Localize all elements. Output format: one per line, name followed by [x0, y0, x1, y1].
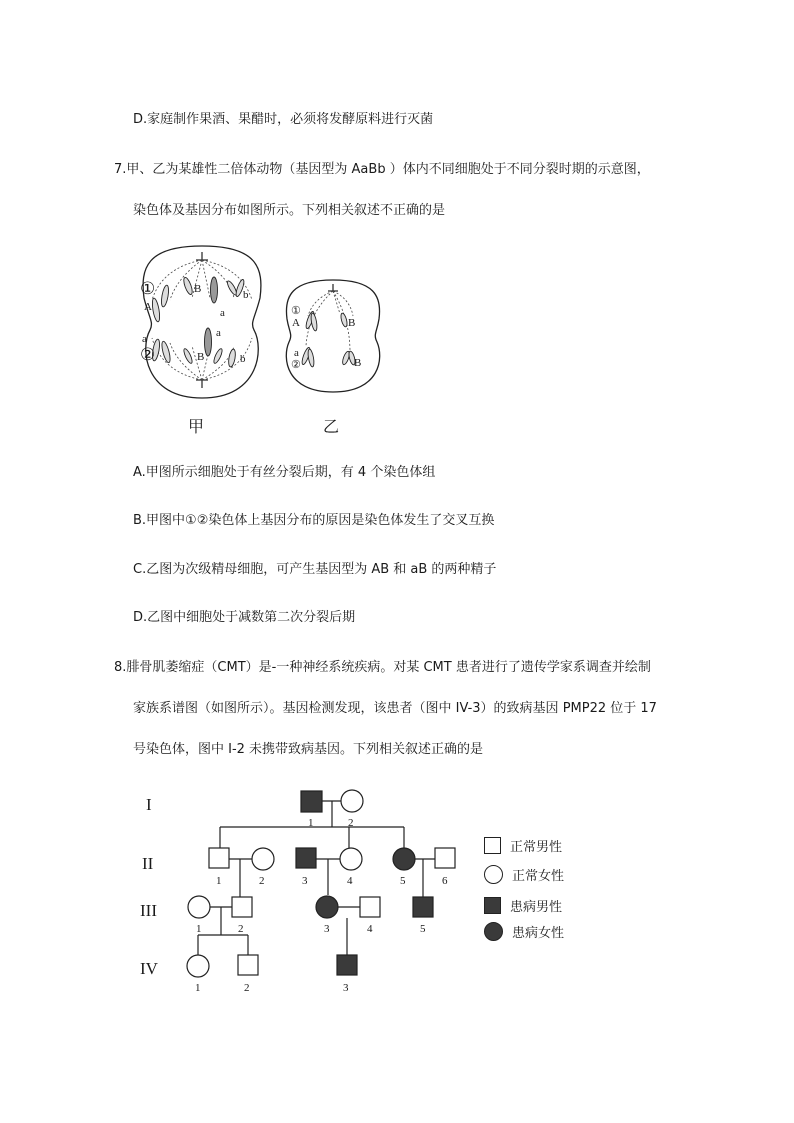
mark-2: ② — [291, 359, 301, 371]
legend-normal-male: 正常男性 — [484, 836, 562, 855]
svg-text:5: 5 — [400, 875, 406, 887]
gene-B: B — [354, 357, 362, 369]
svg-text:2: 2 — [259, 875, 265, 887]
gene-a: a — [142, 333, 147, 345]
cell-jia-membrane — [143, 246, 261, 398]
gene-B: B — [194, 283, 202, 295]
normal-female — [252, 848, 274, 870]
svg-text:5: 5 — [420, 923, 426, 935]
svg-text:4: 4 — [347, 875, 353, 887]
svg-text:3: 3 — [302, 875, 308, 887]
gene-B: B — [348, 317, 356, 329]
mark-1: ① — [140, 279, 156, 298]
normal-female — [188, 896, 210, 918]
normal-female — [340, 848, 362, 870]
q7-option-c: C.乙图为次级精母细胞，可产生基因型为 AB 和 aB 的两种精子 — [133, 562, 497, 577]
normal-male — [209, 848, 229, 868]
gene-b: b — [240, 353, 246, 365]
q8-stem-line2: 家族系谱图（如图所示）。基因检测发现，该患者（图中 IV-3）的致病基因 PMP22 位于 17 — [133, 701, 657, 716]
filled-square-icon — [484, 897, 501, 914]
filled-circle-icon — [484, 922, 503, 941]
svg-text:3: 3 — [343, 982, 349, 994]
gene-A: A — [292, 317, 300, 329]
legend-normal-female: 正常女性 — [484, 865, 564, 884]
pedigree-chart — [140, 780, 480, 995]
affected-male — [413, 897, 433, 917]
affected-female — [316, 896, 338, 918]
cell-yi-diagram — [278, 274, 388, 399]
normal-female — [341, 790, 363, 812]
q6-option-d: D.家庭制作果酒、果醋时，必须将发酵原料进行灭菌 — [133, 112, 434, 127]
caption-jia: 甲 — [188, 417, 205, 436]
q7-option-b: B.甲图中①②染色体上基因分布的原因是染色体发生了交叉互换 — [133, 513, 495, 528]
normal-male — [238, 955, 258, 975]
gene-A: A — [144, 301, 152, 313]
q7-option-d: D.乙图中细胞处于减数第二次分裂后期 — [133, 610, 356, 625]
svg-text:2: 2 — [238, 923, 244, 935]
affected-female — [393, 848, 415, 870]
svg-text:3: 3 — [324, 923, 330, 935]
pedigree-individuals — [187, 790, 455, 977]
q7-stem-line2: 染色体及基因分布如图所示。下列相关叙述不正确的是 — [133, 203, 446, 218]
mark-1: ① — [291, 305, 301, 317]
gene-a: a — [294, 347, 299, 359]
gene-B: B — [197, 351, 205, 363]
svg-text:1: 1 — [308, 817, 314, 829]
generation-label: II — [142, 854, 154, 873]
gene-b: b — [243, 289, 249, 301]
svg-text:4: 4 — [367, 923, 373, 935]
generation-label: III — [140, 901, 157, 920]
legend-affected-male: 患病男性 — [484, 896, 562, 915]
cell-yi-membrane — [286, 280, 379, 392]
normal-male — [232, 897, 252, 917]
normal-female — [187, 955, 209, 977]
svg-text:1: 1 — [216, 875, 222, 887]
gene-a: a — [216, 327, 221, 339]
generation-label: I — [146, 795, 152, 814]
affected-male — [301, 791, 322, 812]
generation-label: IV — [140, 959, 158, 978]
q7-stem-line1: 7.甲、乙为某雄性二倍体动物（基因型为 AaBb ）体内不同细胞处于不同分裂时期的示意图， — [114, 162, 650, 177]
normal-male — [360, 897, 380, 917]
svg-text:6: 6 — [442, 875, 448, 887]
q8-stem-line3: 号染色体，图中 I-2 未携带致病基因。下列相关叙述正确的是 — [133, 742, 484, 757]
caption-yi: 乙 — [323, 417, 340, 436]
cell-jia-diagram — [132, 238, 272, 408]
q8-stem-line1: 8.腓骨肌萎缩症（CMT）是-一种神经系统疾病。对某 CMT 患者进行了遗传学家系调查并绘制 — [114, 660, 651, 675]
gene-a: a — [220, 307, 225, 319]
affected-male — [337, 955, 357, 975]
svg-text:2: 2 — [348, 817, 354, 829]
mark-2: ② — [140, 345, 156, 364]
affected-male — [296, 848, 316, 868]
svg-text:1: 1 — [196, 923, 202, 935]
svg-text:1: 1 — [195, 982, 201, 994]
legend-affected-female: 患病女性 — [484, 922, 564, 941]
q7-option-a: A.甲图所示细胞处于有丝分裂后期，有 4 个染色体组 — [133, 465, 436, 480]
circle-icon — [484, 865, 503, 884]
svg-text:2: 2 — [244, 982, 250, 994]
square-icon — [484, 837, 501, 854]
normal-male — [435, 848, 455, 868]
